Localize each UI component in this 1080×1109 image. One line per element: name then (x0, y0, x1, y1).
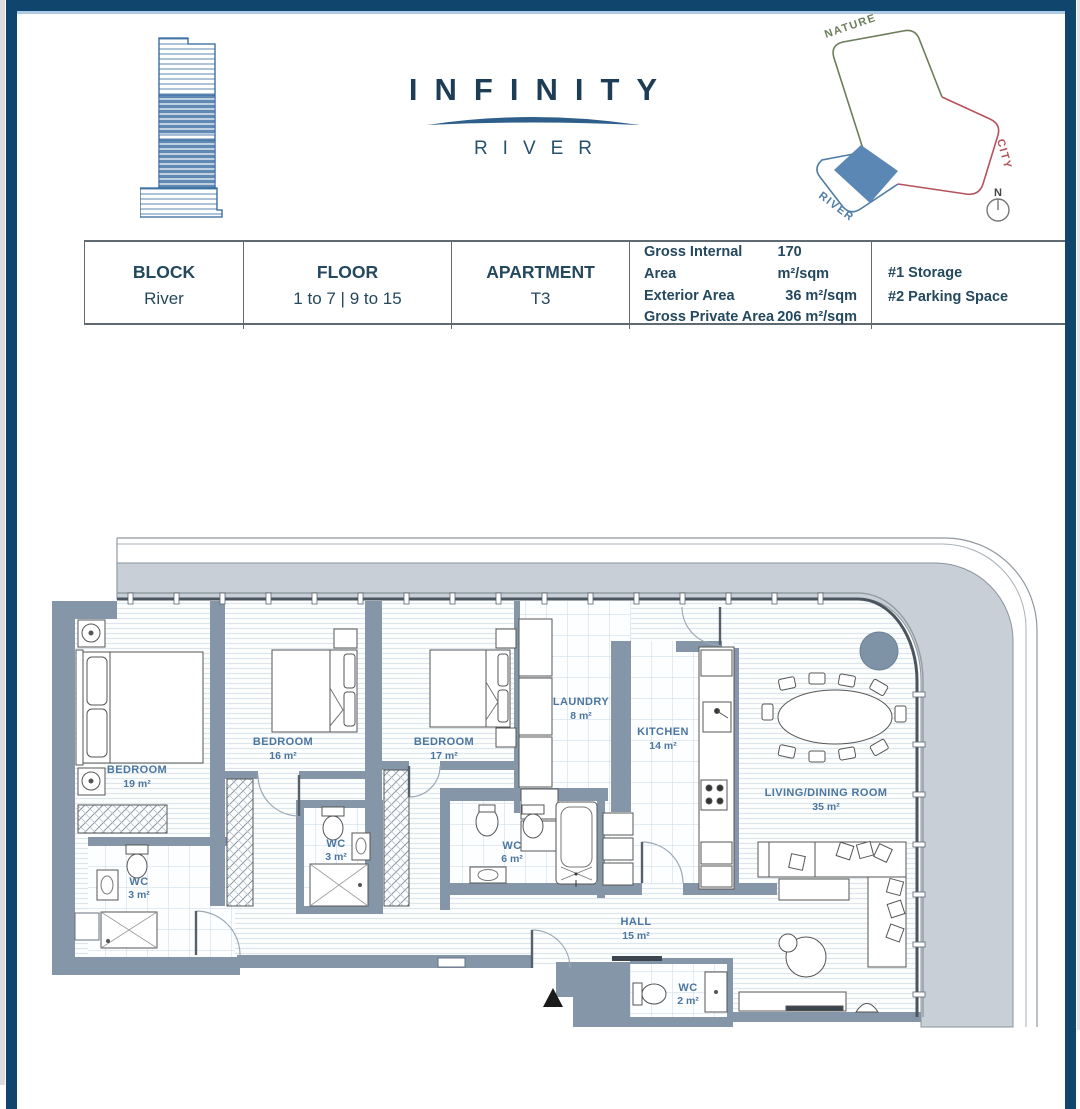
brand-subtitle: RIVER (473, 138, 608, 159)
room-label-kitchen: KITCHEN (637, 726, 689, 738)
river-label: RIVER (816, 189, 857, 225)
room-label-laundry: LAUNDRY (552, 696, 610, 708)
tower-band-upper (159, 95, 215, 135)
extras-cell (872, 242, 1065, 329)
shaft-niche (75, 913, 99, 940)
city-label: CITY (994, 137, 1014, 171)
site-diagram (798, 12, 1048, 237)
room-area-living: 35 m² (812, 801, 840, 813)
side-table (779, 934, 797, 952)
block-cell (85, 242, 244, 329)
room-area-wc-main: 6 m² (501, 853, 523, 865)
hall-wall-niche (438, 958, 465, 967)
city-wing-outline (898, 97, 999, 194)
block-value: River (144, 288, 184, 308)
room-area-bedroom17: 17 m² (430, 750, 458, 762)
room-area-bedroom16: 16 m² (269, 750, 297, 762)
area-row (644, 242, 857, 286)
brand-title-block (353, 72, 713, 160)
room-label-living: LIVING/DINING ROOM (764, 787, 888, 799)
structural-column (860, 632, 898, 670)
area-row (644, 307, 857, 329)
compass-north-label: N (994, 187, 1002, 199)
floor-label: FLOOR (316, 261, 379, 282)
room-label-wc-main: WC (502, 840, 522, 852)
room-label-wc-guest: WC (678, 982, 698, 994)
tv (786, 1006, 843, 1011)
room-area-laundry: 8 m² (570, 710, 592, 722)
swoosh-icon (427, 116, 639, 128)
tower-band-lower (159, 140, 215, 188)
areas-cell (630, 242, 872, 329)
room-area-kitchen: 14 m² (649, 740, 677, 752)
apartment-location-highlight (834, 145, 898, 203)
gross-private-value: 206 m²/sqm (777, 309, 857, 326)
room-area-wc-left: 3 m² (128, 889, 150, 901)
apartment-value: T3 (530, 288, 551, 308)
floor-value: 1 to 7 | 9 to 15 (293, 288, 402, 308)
room-label-hall: HALL (620, 916, 652, 928)
nature-wing-outline (833, 30, 942, 152)
room-label-bedroom16: BEDROOM (252, 736, 314, 748)
tower-logo (140, 30, 255, 230)
nature-label: NATURE (823, 12, 879, 41)
gross-internal-label: Gross Internal Area (644, 244, 743, 282)
bathtub (556, 802, 597, 887)
wc-guest-sliding-door (612, 956, 662, 961)
shower-left (101, 912, 157, 948)
apartment-label: APARTMENT (486, 261, 595, 282)
gross-private-label: Gross Private Area (644, 309, 775, 326)
storage-note: #1 Storage (888, 265, 963, 282)
gross-internal-value: 170 m²/sqm (777, 244, 830, 282)
floor-cell (244, 242, 452, 329)
block-label: BLOCK (132, 261, 196, 282)
exterior-area-value: 36 m²/sqm (785, 287, 857, 304)
shower-mid (310, 864, 368, 906)
room-area-hall: 15 m² (622, 930, 650, 942)
tower-base (140, 188, 222, 217)
dining-table (778, 690, 892, 744)
compass-icon (987, 187, 1009, 221)
room-label-wc-mid: WC (326, 838, 346, 850)
floor-plan (0, 530, 1080, 1109)
apartment-info-table (84, 240, 1065, 325)
room-area-bedroom19: 19 m² (123, 778, 151, 790)
parking-note: #2 Parking Space (888, 288, 1009, 305)
room-area-wc-guest: 2 m² (677, 995, 699, 1007)
area-row (644, 286, 857, 308)
brand-title: INFINITY (408, 72, 675, 107)
room-area-wc-mid: 3 m² (325, 851, 347, 863)
room-label-bedroom19: BEDROOM (106, 764, 168, 776)
exterior-area-label: Exterior Area (644, 287, 735, 304)
room-label-wc-left: WC (129, 876, 149, 888)
apartment-cell (452, 242, 630, 329)
room-label-bedroom17: BEDROOM (413, 736, 475, 748)
